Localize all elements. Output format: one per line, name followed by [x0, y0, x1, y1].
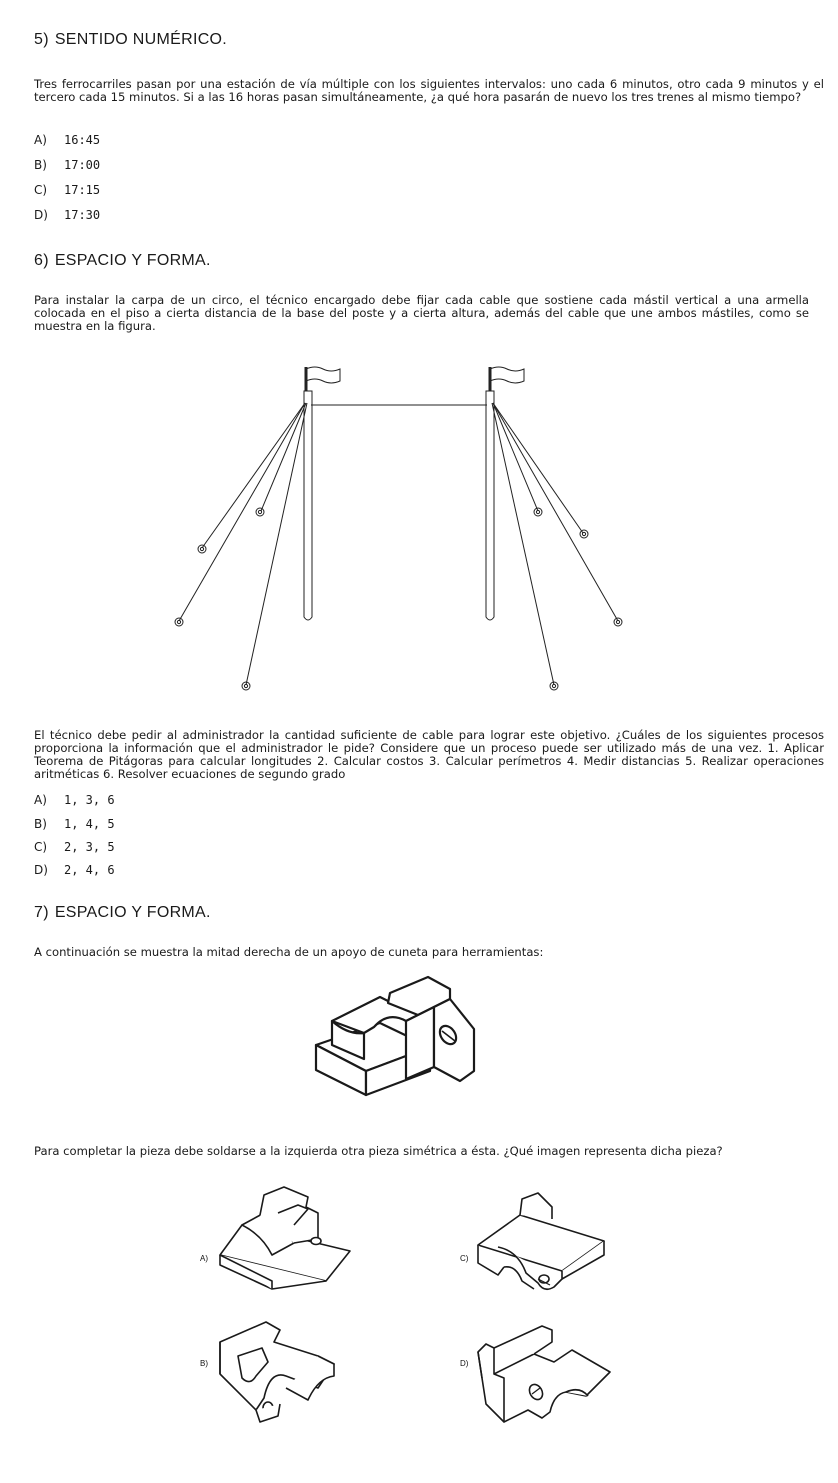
tent-poles-figure — [165, 355, 645, 700]
right-flag-icon — [490, 367, 524, 391]
q6-option-a[interactable]: A) 1, 3, 6 — [34, 793, 115, 807]
left-pole — [304, 391, 312, 620]
tool-support-piece-figure — [310, 975, 490, 1105]
q7-option-d-label: D) — [460, 1359, 469, 1368]
q5-option-b[interactable]: B) 17:00 — [34, 158, 101, 172]
q5-option-d[interactable]: D) 17:30 — [34, 208, 101, 222]
q7-option-d-figure[interactable] — [458, 1312, 618, 1432]
left-flag-icon — [306, 367, 340, 391]
q7-title: 7) ESPACIO Y FORMA. — [34, 904, 211, 921]
left-pole-cables — [179, 403, 307, 685]
q5-option-a[interactable]: A) 16:45 — [34, 133, 101, 147]
q5-question-text: Tres ferrocarriles pasan por una estación de vía múltiple con los siguientes intervalos: uno cada 6 minutos, otro cada 9 minutos y el tercero cada 15 minutos. Si a las 16 horas pasan simultáneamente, ¿a qué hora pasarán de nuevo los tres trenes al mismo tiempo? — [34, 77, 824, 104]
right-pole-cables — [492, 403, 618, 685]
q6-followup-text: El técnico debe pedir al administrador la cantidad suficiente de cable para lograr este objetivo. ¿Cuáles de los siguientes procesos proporciona la información que el administrador le pide? Considere que un proceso puede ser utilizado más de una vez. 1. Aplicar Teorema de Pitágoras para calcular longitudes 2. Calcular costos 3. Calcular perímetros 4. Medir distancias 5. Realizar operaciones aritméticas 6. Resolver ecuaciones de segundo grado — [34, 728, 824, 781]
q5-option-c[interactable]: C) 17:15 — [34, 183, 101, 197]
q7-followup-text: Para completar la pieza debe soldarse a la izquierda otra pieza simétrica a ésta. ¿Qué imagen representa dicha pieza? — [34, 1144, 723, 1158]
q7-question-text: A continuación se muestra la mitad derecha de un apoyo de cuneta para herramientas: — [34, 945, 544, 959]
q6-option-b[interactable]: B) 1, 4, 5 — [34, 817, 115, 831]
right-pole — [486, 391, 494, 620]
q7-option-c-label: C) — [460, 1254, 469, 1263]
q6-question-text: Para instalar la carpa de un circo, el técnico encargado debe fijar cada cable que sostiene cada mástil vertical a una armella colocada en el piso a cierta distancia de la base del poste y a cierta altura, además del cable que une ambos mástiles, como se muestra en la figura. — [34, 293, 809, 333]
q7-option-a-figure[interactable] — [198, 1185, 358, 1305]
q7-option-b-label: B) — [200, 1359, 208, 1368]
q7-option-b-figure[interactable] — [198, 1312, 358, 1432]
eyelet-icons — [175, 508, 622, 690]
q5-title: 5) SENTIDO NUMÉRICO. — [34, 31, 228, 48]
q6-title: 6) ESPACIO Y FORMA. — [34, 252, 211, 269]
q6-option-c[interactable]: C) 2, 3, 5 — [34, 840, 115, 854]
q7-option-c-figure[interactable] — [458, 1185, 618, 1305]
q6-option-d[interactable]: D) 2, 4, 6 — [34, 863, 115, 877]
q7-option-a-label: A) — [200, 1254, 208, 1263]
